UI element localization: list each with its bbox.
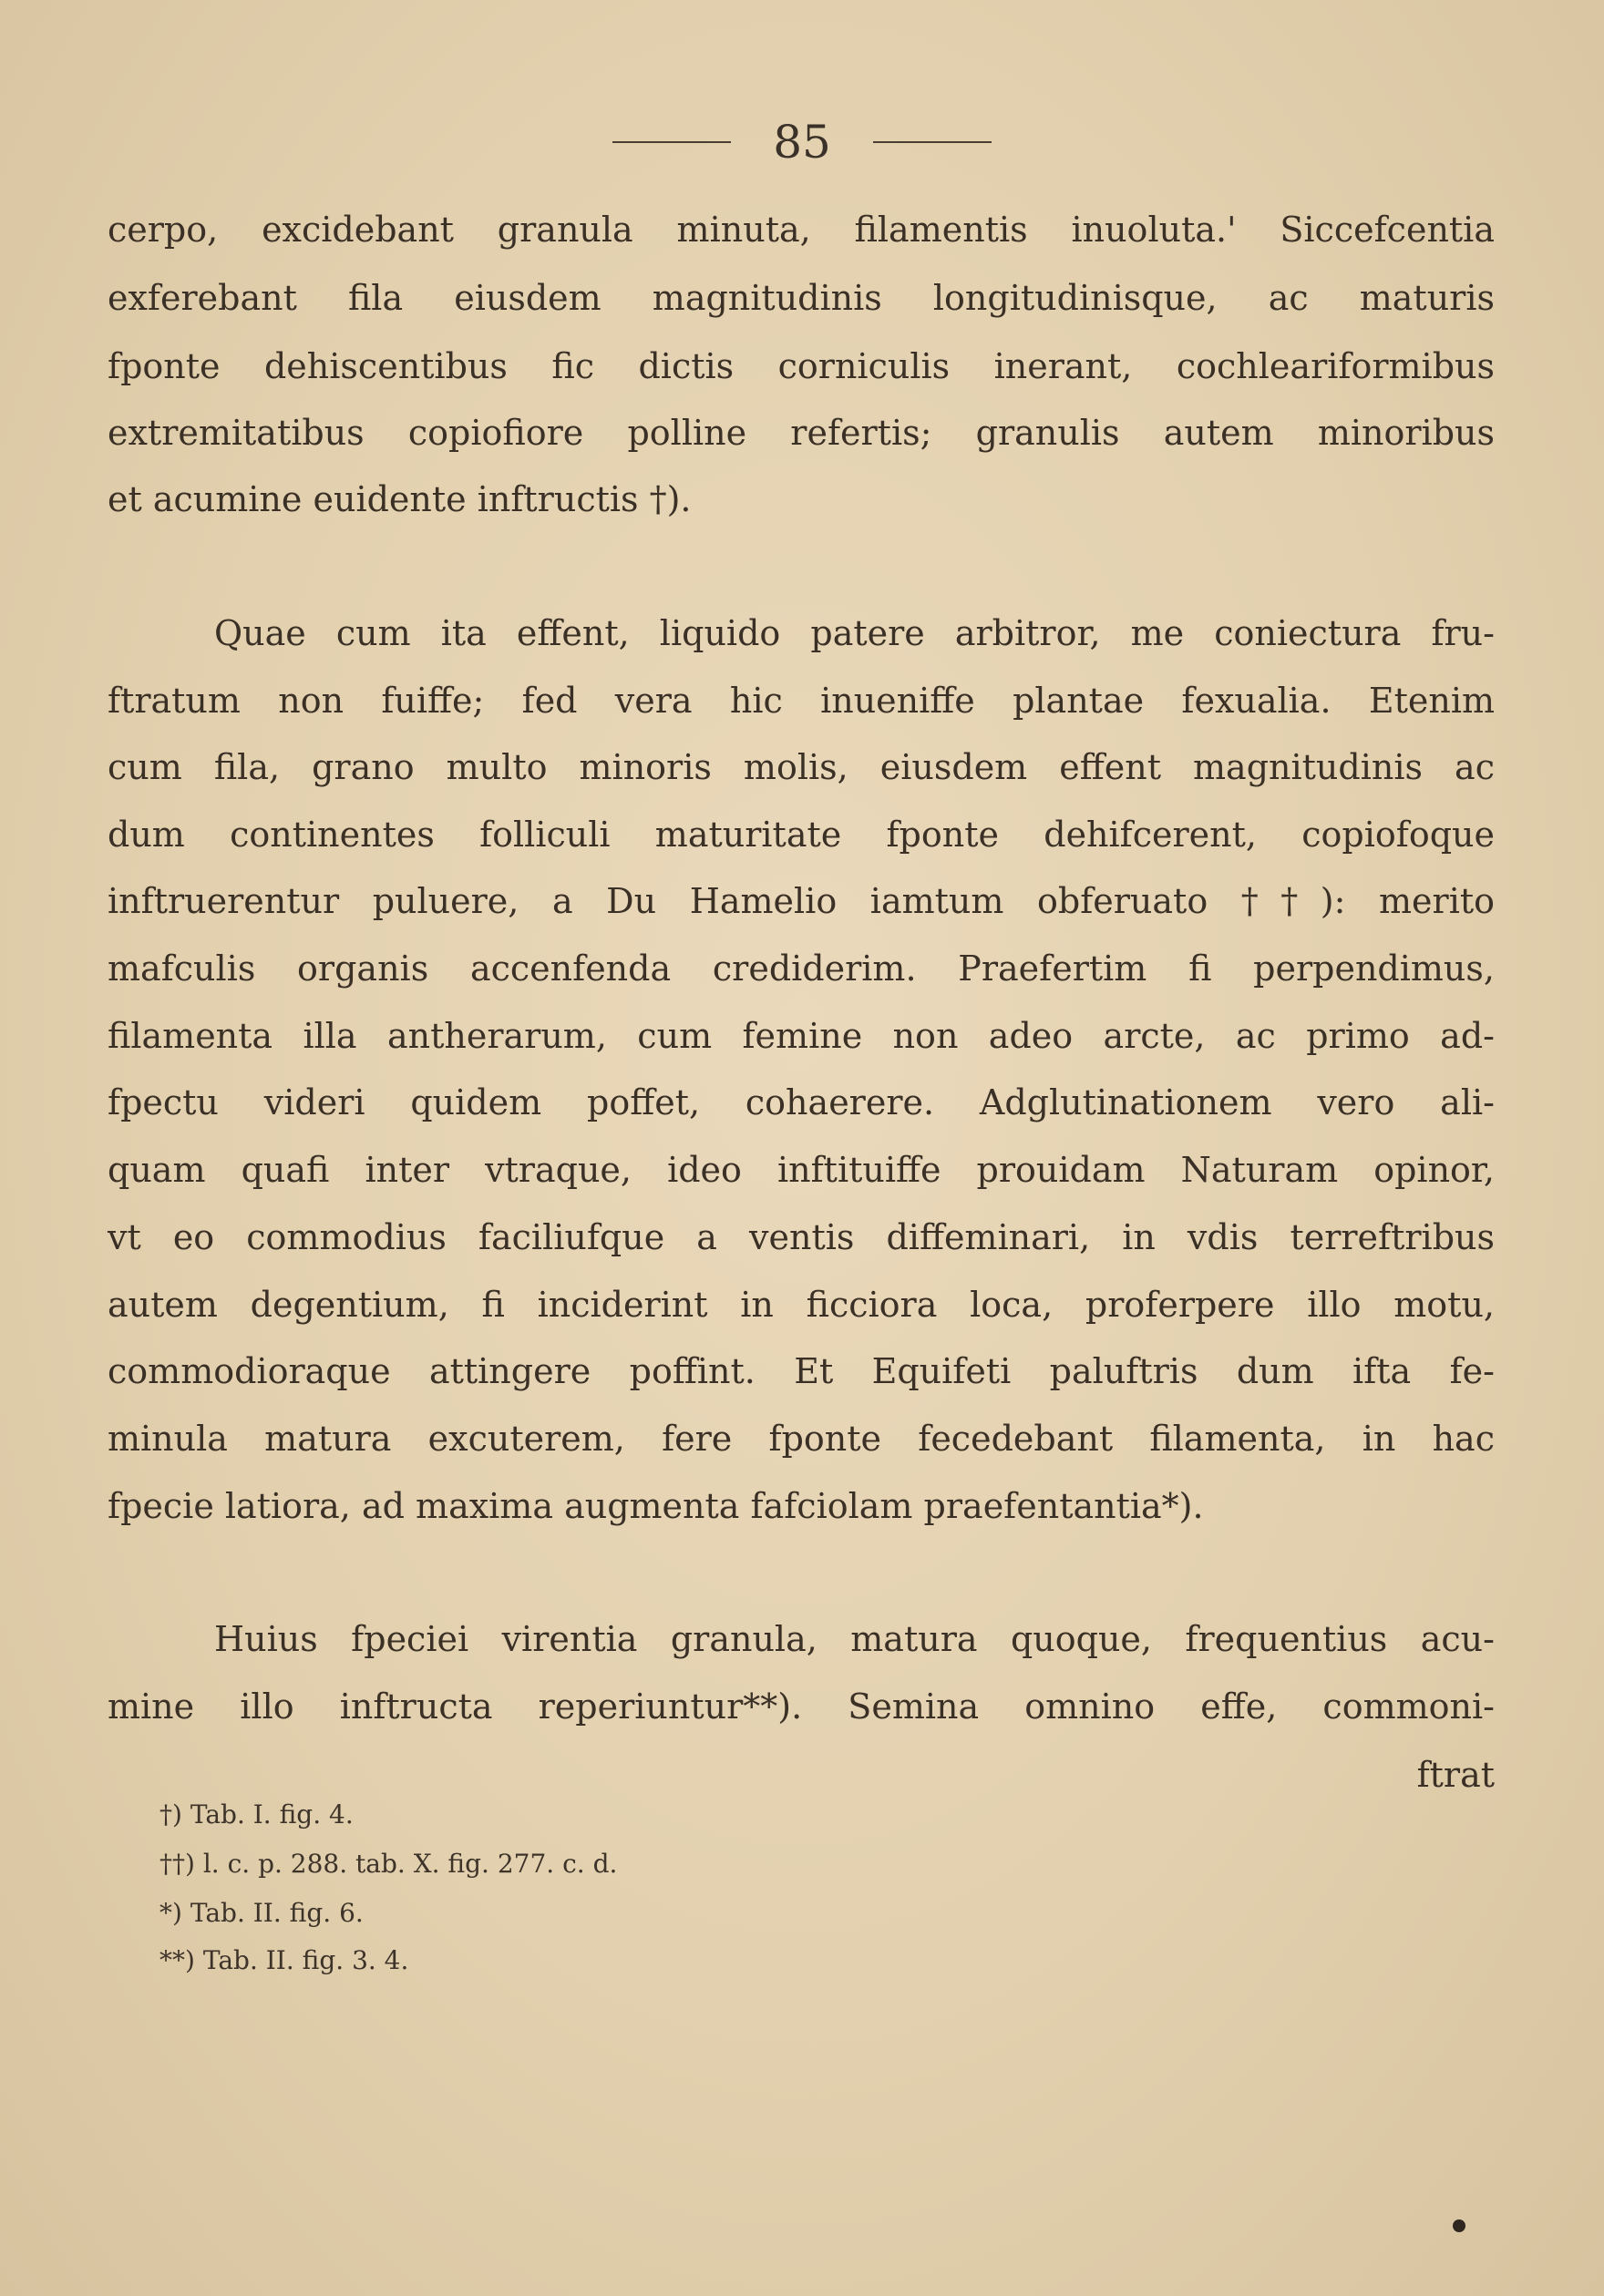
ink-spot [1453, 2219, 1465, 2232]
text-line: Quae cum ita effent, liquido patere arbitror, me coniectura fru- [214, 613, 1495, 653]
text-line: minula matura excuterem, fere fponte fecedebant filamenta, in hac [108, 1419, 1495, 1459]
text-line: mine illo inftructa reperiuntur**). Semina omnino effe, commoni- [108, 1686, 1495, 1727]
text-line: autem degentium, fi inciderint in ficciora loca, proferpere illo motu, [108, 1285, 1495, 1325]
page-number: 85 [773, 116, 831, 169]
text-line: vt eo commodius faciliufque a ventis diffeminari, in vdis terreftribus [108, 1217, 1495, 1257]
footnote: ††) l. c. p. 288. tab. X. fig. 277. c. d. [159, 1849, 618, 1879]
text-line: commodioraque attingere poffint. Et Equifeti paluftris dum ifta fe- [108, 1351, 1495, 1391]
text-line: Huius fpeciei virentia granula, matura quoque, frequentius acu- [214, 1619, 1495, 1659]
text-line: et acumine euidente inftructis †). [108, 479, 692, 519]
text-line: inftruerentur puluere, a Du Hamelio iamtum obferuato ††): merito [108, 881, 1495, 921]
header-rule-right [873, 141, 992, 143]
text-line: cum fila, grano multo minoris molis, eiusdem effent magnitudinis ac [108, 747, 1495, 787]
text-line: extremitatibus copiofiore polline refertis; granulis autem minoribus [108, 413, 1495, 453]
header-rule-left [612, 141, 731, 143]
text-line: mafculis organis accenfenda crediderim. Praefertim fi perpendimus, [108, 948, 1495, 989]
text-line: fpecie latiora, ad maxima augmenta fafciolam praefentantia*). [108, 1486, 1204, 1526]
footnote: *) Tab. II. fig. 6. [159, 1898, 364, 1928]
footnote: †) Tab. I. fig. 4. [159, 1799, 354, 1830]
text-line: dum continentes folliculi maturitate fponte dehifcerent, copiofoque [108, 815, 1495, 855]
text-line: fpectu videri quidem poffet, cohaerere. Adglutinationem vero ali- [108, 1082, 1495, 1122]
text-line: fponte dehiscentibus fic dictis corniculis inerant, cochleariformibus [108, 346, 1495, 386]
footnote: **) Tab. II. fig. 3. 4. [159, 1945, 409, 1975]
text-line: quam quafi inter vtraque, ideo inftituiffe prouidam Naturam opinor, [108, 1150, 1495, 1190]
text-line: exferebant fila eiusdem magnitudinis longitudinisque, ac maturis [108, 278, 1495, 318]
text-line: cerpo, excidebant granula minuta, filamentis inuoluta.' Siccefcentia [108, 210, 1495, 250]
text-line: ftratum non fuiffe; fed vera hic inueniffe plantae fexualia. Etenim [108, 681, 1495, 721]
catchword: ftrat [1416, 1755, 1495, 1795]
page-header [0, 111, 1604, 169]
text-line: filamenta illa antherarum, cum femine non adeo arcte, ac primo ad- [108, 1016, 1495, 1056]
